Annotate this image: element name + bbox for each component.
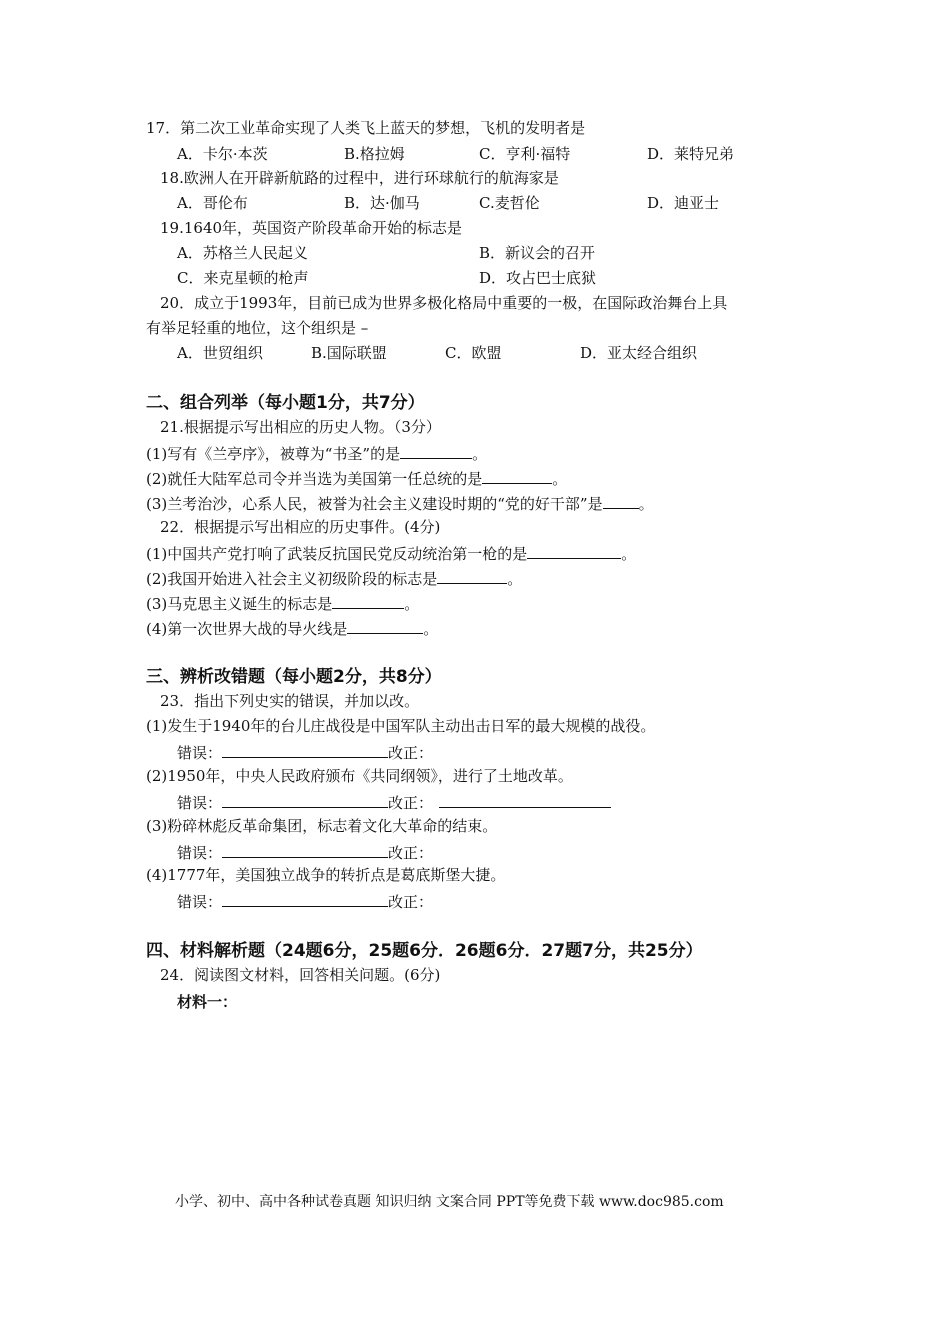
section-2-title: 二、组合列举（每小题1分，共7分） (146, 393, 425, 413)
q23-statement-2: (2)1950年，中央人民政府颁布《共同纲领》，进行了土地改革。 (146, 767, 573, 785)
q22-item-3-end: 。 (404, 595, 420, 613)
q23-answer-row-4 (177, 890, 433, 912)
q18-option-c: C.麦哲伦 (479, 194, 540, 212)
answer-blank[interactable] (347, 617, 423, 634)
answer-blank[interactable] (482, 467, 552, 484)
q22-item-2-text: (2)我国开始进入社会主义初级阶段的标志是 (146, 570, 438, 588)
q21-item-2-text: (2)就任大陆军总司令并当选为美国第一任总统的是 (146, 470, 483, 488)
question-17-stem: 17．第二次工业革命实现了人类飞上蓝天的梦想，飞机的发明者是 (146, 119, 586, 137)
answer-blank[interactable] (400, 442, 472, 459)
q22-item-2 (146, 567, 522, 589)
material-1-label: 材料一： (177, 993, 238, 1011)
fix-label: 改正： (388, 893, 434, 911)
q23-answer-row-3 (177, 841, 433, 863)
q20-option-b: B.国际联盟 (311, 344, 387, 362)
q22-item-2-end: 。 (507, 570, 523, 588)
q23-statement-4: (4)1777年，美国独立战争的转折点是葛底斯堡大捷。 (146, 866, 506, 884)
answer-blank[interactable] (603, 492, 639, 509)
q17-option-c: C．亨利·福特 (479, 145, 571, 163)
q19-option-a: A．苏格兰人民起义 (177, 244, 308, 262)
q21-item-3-text: (3)兰考治沙，心系人民，被誉为社会主义建设时期的“党的好干部”是 (146, 495, 603, 513)
error-label: 错误： (177, 744, 223, 762)
q21-item-2-end: 。 (552, 470, 568, 488)
fix-label: 改正： (388, 794, 434, 812)
q18-option-d: D．迪亚士 (647, 194, 720, 212)
q22-item-3-text: (3)马克思主义诞生的标志是 (146, 595, 333, 613)
page-footer[interactable]: 小学、初中、高中各种试卷真题 知识归纳 文案合同 PPT等免费下载 www.doc985.com (175, 1194, 724, 1210)
q21-item-3 (146, 492, 654, 514)
error-label: 错误： (177, 893, 223, 911)
answer-blank[interactable] (527, 542, 621, 559)
q20-option-d: D．亚太经合组织 (580, 344, 698, 362)
fix-label: 改正： (388, 744, 434, 762)
q23-statement-3: (3)粉碎林彪反革命集团，标志着文化大革命的结束。 (146, 817, 498, 835)
question-20-stem-line2: 有举足轻重的地位，这个组织是 – (146, 319, 369, 337)
q22-item-4-end: 。 (423, 620, 439, 638)
q22-item-4-text: (4)第一次世界大战的导火线是 (146, 620, 348, 638)
q22-item-1-end: 。 (621, 545, 637, 563)
q19-option-d: D．攻占巴士底狱 (479, 269, 597, 287)
section-4-title: 四、材料解析题（24题6分，25题6分．26题6分．27题7分，共25分） (146, 941, 703, 961)
question-20-stem-line1: 20．成立于1993年，目前已成为世界多极化格局中重要的一极，在国际政治舞台上具 (160, 294, 728, 312)
error-blank[interactable] (222, 890, 388, 907)
answer-blank[interactable] (332, 592, 404, 609)
question-21-stem: 21.根据提示写出相应的历史人物。（3分） (160, 418, 441, 436)
section-3-title: 三、辨析改错题（每小题2分，共8分） (146, 667, 442, 687)
question-24-stem: 24．阅读图文材料，回答相关问题。(6分) (160, 966, 441, 984)
question-19-stem: 19.1640年，英国资产阶段革命开始的标志是 (160, 219, 463, 237)
q17-option-d: D．莱特兄弟 (647, 145, 735, 163)
q22-item-1-text: (1)中国共产党打响了武装反抗国民党反动统治第一枪的是 (146, 545, 528, 563)
error-blank[interactable] (222, 741, 388, 758)
error-blank[interactable] (222, 791, 388, 808)
q21-item-2 (146, 467, 567, 489)
q19-option-c: C．来克星顿的枪声 (177, 269, 309, 287)
q19-option-b: B．新议会的召开 (479, 244, 596, 262)
error-label: 错误： (177, 794, 223, 812)
q18-option-a: A．哥伦布 (177, 194, 248, 212)
q20-option-c: C．欧盟 (445, 344, 502, 362)
q17-option-b: B.格拉姆 (344, 145, 405, 163)
q23-answer-row-2 (177, 791, 611, 813)
q22-item-4 (146, 617, 438, 639)
q21-item-1-text: (1)写有《兰亭序》，被尊为“书圣”的是 (146, 445, 401, 463)
question-22-stem: 22．根据提示写出相应的历史事件。(4分) (160, 518, 441, 536)
q21-item-3-end: 。 (638, 495, 654, 513)
q17-option-a: A．卡尔·本茨 (177, 145, 268, 163)
fix-blank[interactable] (439, 791, 611, 808)
q23-statement-1: (1)发生于1940年的台儿庄战役是中国军队主动出击日军的最大规模的战役。 (146, 717, 656, 735)
q23-answer-row-1 (177, 741, 433, 763)
q22-item-1 (146, 542, 636, 564)
q22-item-3 (146, 592, 419, 614)
fix-label: 改正： (388, 844, 434, 862)
q21-item-1 (146, 442, 487, 464)
question-18-stem: 18.欧洲人在开辟新航路的过程中，进行环球航行的航海家是 (160, 169, 559, 187)
error-label: 错误： (177, 844, 223, 862)
q18-option-b: B．达·伽马 (344, 194, 420, 212)
q20-option-a: A．世贸组织 (177, 344, 263, 362)
answer-blank[interactable] (437, 567, 507, 584)
error-blank[interactable] (222, 841, 388, 858)
q21-item-1-end: 。 (472, 445, 488, 463)
question-23-stem: 23．指出下列史实的错误，并加以改。 (160, 692, 420, 710)
